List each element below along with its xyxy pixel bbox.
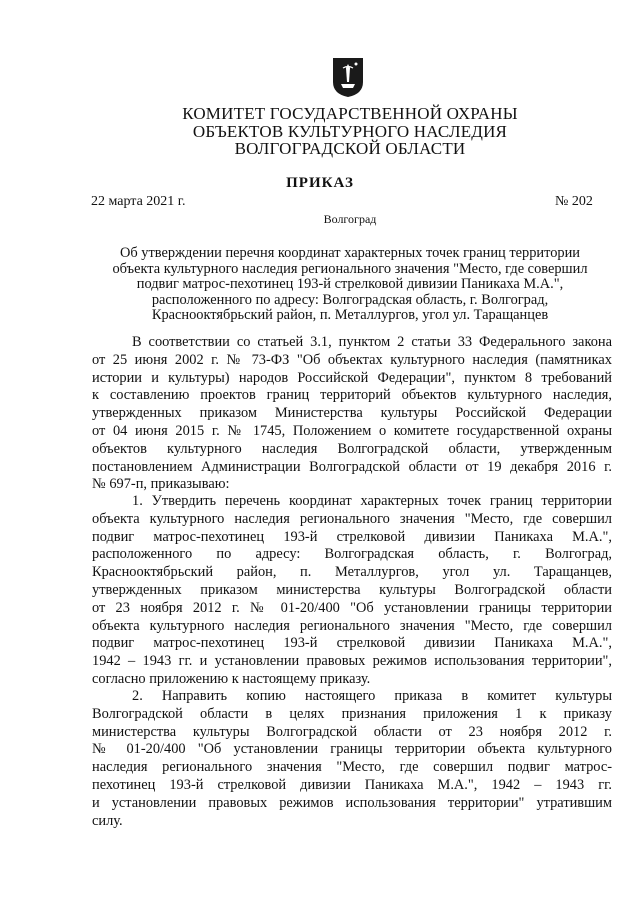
heading-line: расположенного по адресу: Волгоградская область, г. Волгоград, xyxy=(151,291,549,308)
heading-line: подвиг матрос-пехотинец 193-й стрелковой дивизии Паникаха М.А.", xyxy=(136,276,564,292)
text-line: объекта культурного наследия регионального значения "Место, где совершил xyxy=(92,510,612,527)
text-line: к составлению проектов границ территорий объектов культурного наследия, xyxy=(92,387,612,404)
order-title: ПРИКАЗ xyxy=(286,175,354,191)
text-line: Волгоградской области в целях признания приложения 1 к приказу xyxy=(92,705,612,722)
text-line: 2. Направить копию настоящего приказа в комитет культуры xyxy=(132,688,612,704)
text-line: № 01-20/400 "Об установлении границы территории объекта культурного xyxy=(92,741,612,758)
heading-line: объекта культурного наследия регионального значения "Место, где совершил xyxy=(112,260,588,277)
text-line: 1942 – 1943 гг. и установлении правовых режимов использования территории", xyxy=(92,653,612,670)
org-name-line-3: ВОЛГОГРАДСКОЙ ОБЛАСТИ xyxy=(234,139,466,158)
text-line: объекта культурного наследия регионального значения "Место, где совершил xyxy=(92,617,612,634)
text-line: утвержденных приказом министерства культуры Волгоградской области xyxy=(92,581,612,598)
order-city: Волгоград xyxy=(323,212,377,226)
text-line: 1. Утвердить перечень координат характерных точек границ территории xyxy=(132,493,612,509)
order-number: № 202 xyxy=(555,194,593,209)
item-2-paragraph xyxy=(92,688,612,830)
text-line: наследия регионального значения "Место, где совершил подвиг матрос- xyxy=(92,759,612,776)
text-line: расположенного по адресу: Волгоградская область, г. Волгоград, xyxy=(92,546,612,563)
org-name-line-1: КОМИТЕТ ГОСУДАРСТВЕННОЙ ОХРАНЫ xyxy=(182,104,518,123)
text-line: от 25 июня 2002 г. № 73-ФЗ "Об объектах культурного наследия (памятниках xyxy=(92,351,612,368)
text-line: объектов культурного наследия Волгоградской области, утвержденным xyxy=(92,440,612,457)
heading-line: Об утверждении перечня координат характерных точек границ территории xyxy=(120,245,580,261)
text-line: В соответствии со статьей 3.1, пунктом 2 статьи 33 Федерального закона xyxy=(132,334,612,350)
text-line: № 697-п, приказываю: xyxy=(92,476,230,493)
text-line: подвиг матрос-пехотинец 193-й стрелковой дивизии Паникаха М.А.", xyxy=(92,635,612,652)
coat-of-arms-icon xyxy=(331,56,365,98)
text-line: Краснооктябрьский район, п. Металлургов, угол ул. Таращанцев, xyxy=(92,564,612,581)
preamble-paragraph xyxy=(92,334,612,494)
text-line: от 04 июня 2015 г. № 1745, Положением о комитете государственной охраны xyxy=(92,422,612,439)
text-line: подвиг матрос-пехотинец 193-й стрелковой дивизии Паникаха М.А.", xyxy=(92,528,612,545)
text-line: согласно приложению к настоящему приказу. xyxy=(92,670,371,687)
text-line: истории и культуры) народов Российской Федерации", пунктом 8 требований xyxy=(92,369,612,386)
text-line: от 23 ноября 2012 г. № 01-20/400 "Об установлении границы территории xyxy=(92,599,612,616)
heading-line: Краснооктябрьский район, п. Металлургов, угол ул. Таращанцев xyxy=(151,307,549,323)
org-name-line-2: ОБЪЕКТОВ КУЛЬТУРНОГО НАСЛЕДИЯ xyxy=(192,122,508,141)
text-line: силу. xyxy=(92,812,123,829)
text-line: и установлении правовых режимов использования территории" утратившим xyxy=(92,794,612,811)
item-1-paragraph xyxy=(92,493,612,689)
order-date: 22 марта 2021 г. xyxy=(91,194,186,209)
text-line: утвержденных приказом Министерства культуры Российской Федерации xyxy=(92,405,612,422)
order-heading xyxy=(82,246,618,324)
text-line: постановлением Администрации Волгоградской области от 19 декабря 2016 г. xyxy=(92,458,612,475)
text-line: пехотинец 193-й стрелковой дивизии Паникаха М.А.", 1942 – 1943 гг. xyxy=(92,776,612,793)
text-line: министерства культуры Волгоградской области от 23 ноября 2012 г. xyxy=(92,723,612,740)
